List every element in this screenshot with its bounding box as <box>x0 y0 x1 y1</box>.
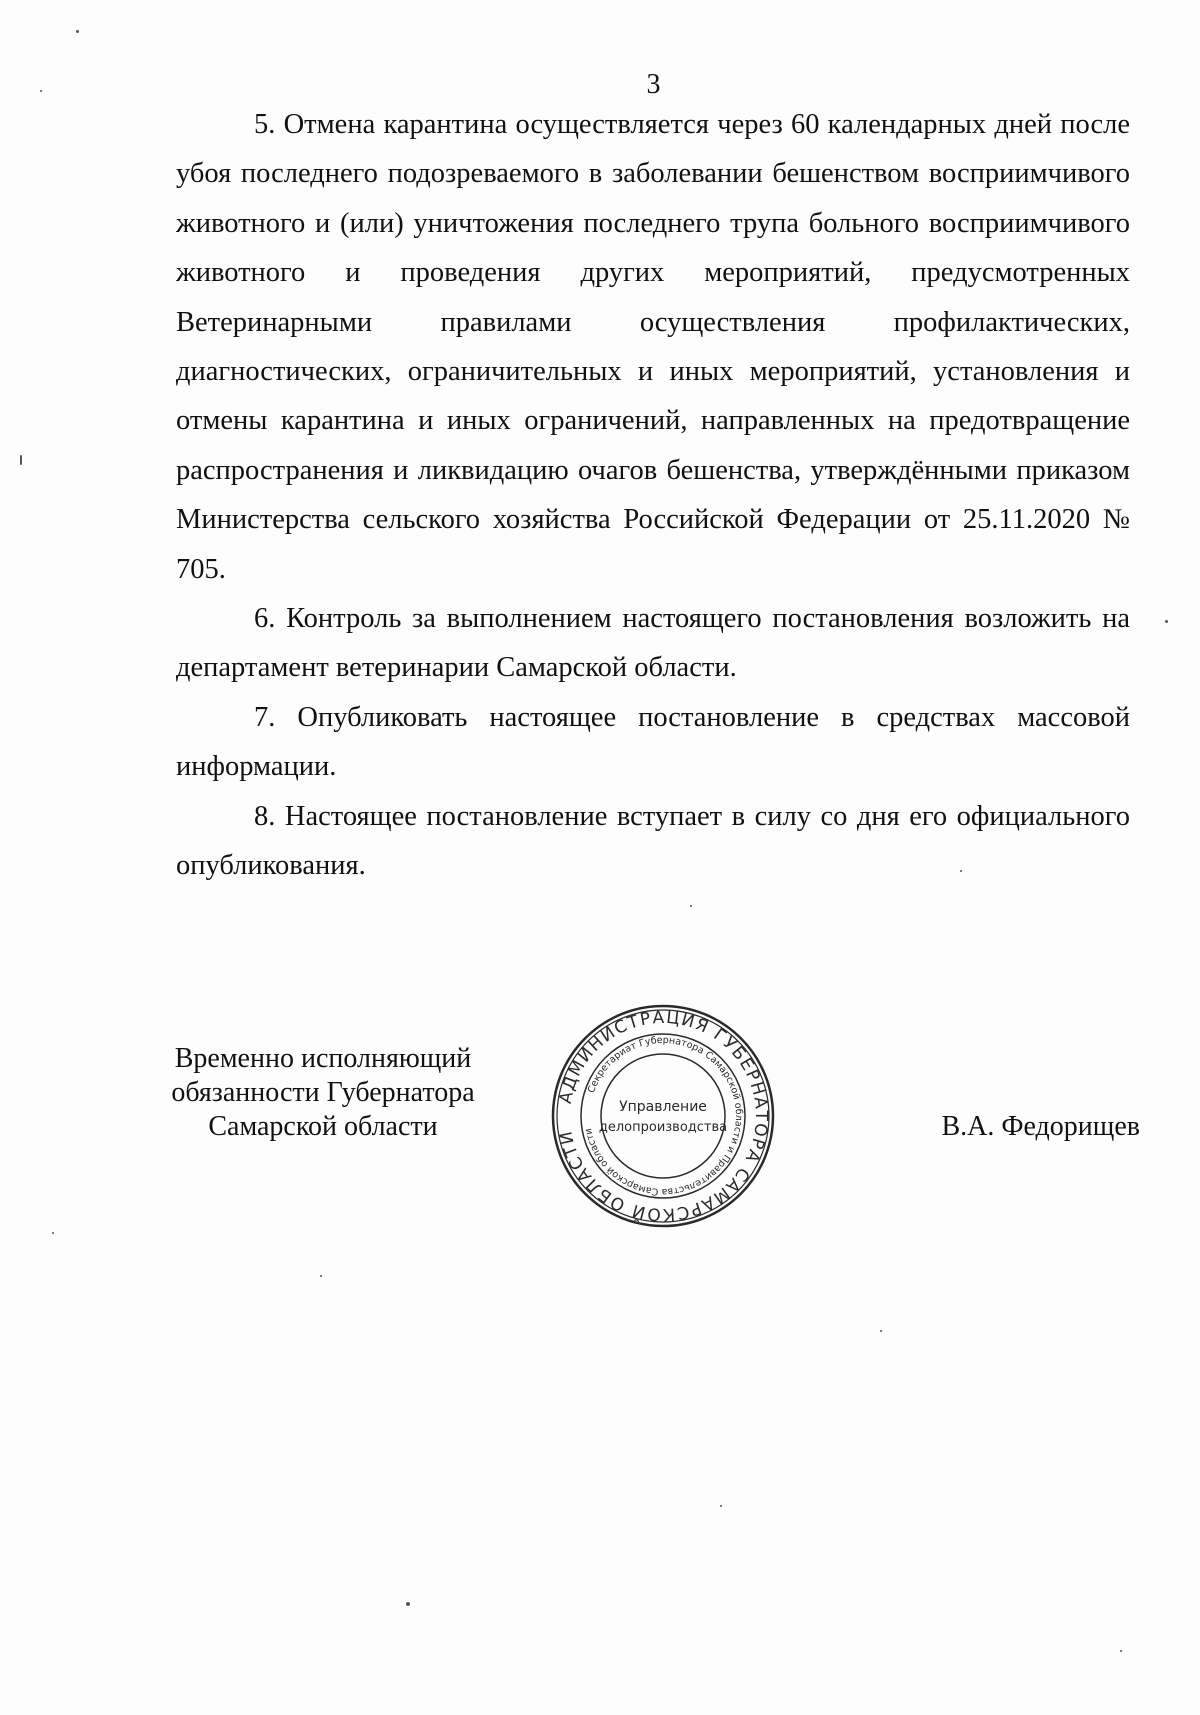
scan-speck <box>690 905 692 907</box>
paragraph-8: 8. Настоящее постановление вступает в силу со дня его официального опубликования. <box>176 800 1130 882</box>
stamp-center-line: Управление <box>619 1099 707 1115</box>
paragraph-5: 5. Отмена карантина осуществляется через 60 календарных дней после убоя последнего подозреваемого в заболевании бешенством восприимчивого животного и (или) уничтожения последнего трупа больного восприимчивого животного и проведения других мероприятий, предусмотренных Ветеринарными правилами осуществления профилактических, диагностических, ограничительных и иных мероприятий, установления и отмены карантина и иных ограничений, направленных на предотвращение распространения и ликвидацию очагов бешенства, утверждёнными приказом Министерства сельского хозяйства Российской Федерации от 25.11.2020 № 705. <box>176 109 1130 585</box>
official-seal <box>547 1000 779 1232</box>
scan-speck <box>40 90 42 92</box>
signatory-title-line: Самарской области <box>208 1111 438 1142</box>
paragraph-6: 6. Контроль за выполнением настоящего постановления возложить на департамент ветеринарии Самарской области. <box>176 603 1130 684</box>
stamp-inner-text: Секретариат Губернатора Самарской области и Правительства Самарской области <box>583 1034 745 1198</box>
scan-speck <box>960 870 962 872</box>
scan-speck <box>320 1275 322 1277</box>
scan-speck <box>52 1232 54 1234</box>
paragraph-7: 7. Опубликовать настоящее постановление в средствах массовой информации. <box>176 701 1130 783</box>
stamp-center-line: делопроизводства <box>598 1120 728 1135</box>
signatory-name: В.А. Федорищев <box>941 1111 1140 1142</box>
scan-speck <box>1120 1650 1122 1652</box>
signatory-title-line: Временно исполняющий <box>174 1043 472 1074</box>
document-body <box>176 100 1130 891</box>
scan-speck <box>76 30 79 33</box>
scan-speck <box>20 455 22 465</box>
signatory-title-line: обязанности Губернатора <box>171 1077 475 1108</box>
svg-text:Секретариат Губернатора Самарс <box>583 1035 744 1197</box>
page-number: 3 <box>646 69 661 100</box>
scan-speck <box>406 1602 410 1606</box>
scan-speck <box>720 1505 722 1507</box>
stamp-outer-text: АДМИНИСТРАЦИЯ ГУБЕРНАТОРА САМАРСКОЙ ОБЛАСТИ <box>555 1007 772 1225</box>
scan-speck <box>880 1330 882 1332</box>
signatory-title <box>158 1042 488 1144</box>
scan-speck <box>1165 620 1168 623</box>
